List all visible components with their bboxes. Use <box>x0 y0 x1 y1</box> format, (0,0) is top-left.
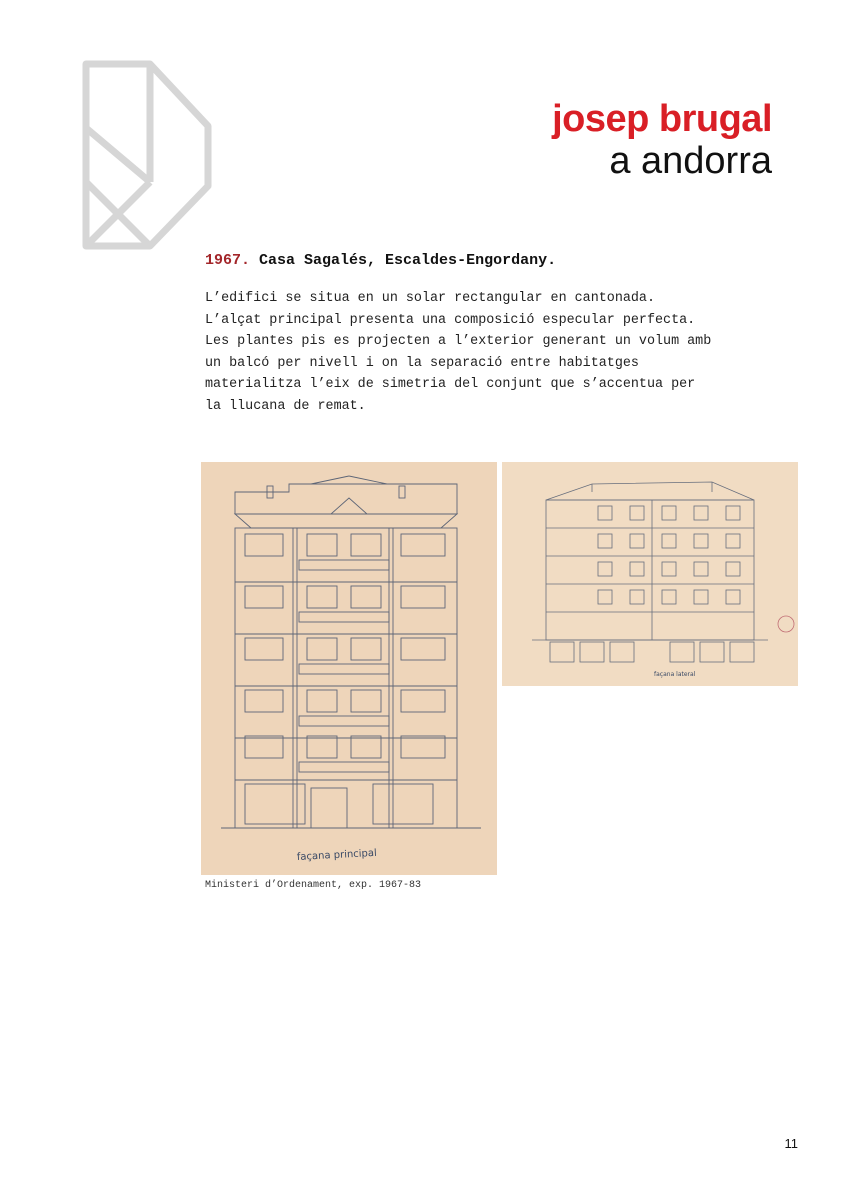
brand-name: josep brugal <box>552 98 772 140</box>
side-facade-drawing <box>502 462 798 686</box>
brand-title <box>552 98 772 182</box>
body-line: la llucana de remat. <box>205 398 366 414</box>
brand-subtitle: a andorra <box>609 140 772 182</box>
body-line: L’edifici se situa en un solar rectangular en cantonada. <box>205 291 655 306</box>
section-heading <box>205 252 556 269</box>
heading-year: 1967. <box>205 252 251 269</box>
brugal-logo-mark <box>80 58 216 254</box>
body-line: Les plantes pis es projecten a l’exterior generant un volum amb <box>205 334 712 349</box>
side-facade-label: façana lateral <box>654 671 696 678</box>
main-facade-label: façana principal <box>296 847 378 863</box>
body-paragraph <box>205 288 815 417</box>
body-line: L’alçat principal presenta una composició especular perfecta. <box>205 312 696 328</box>
figure-caption: Ministeri d’Ordenament, exp. 1967-83 <box>205 880 422 891</box>
body-line: materialitza l’eix de simetria del conjunt que s’accentua per <box>205 377 696 392</box>
main-facade-drawing <box>201 462 497 875</box>
heading-title: Casa Sagalés, Escaldes-Engordany. <box>259 252 557 269</box>
body-line: un balcó per nivell i on la separació entre habitatges <box>205 355 639 371</box>
page-number: 11 <box>784 1136 798 1151</box>
